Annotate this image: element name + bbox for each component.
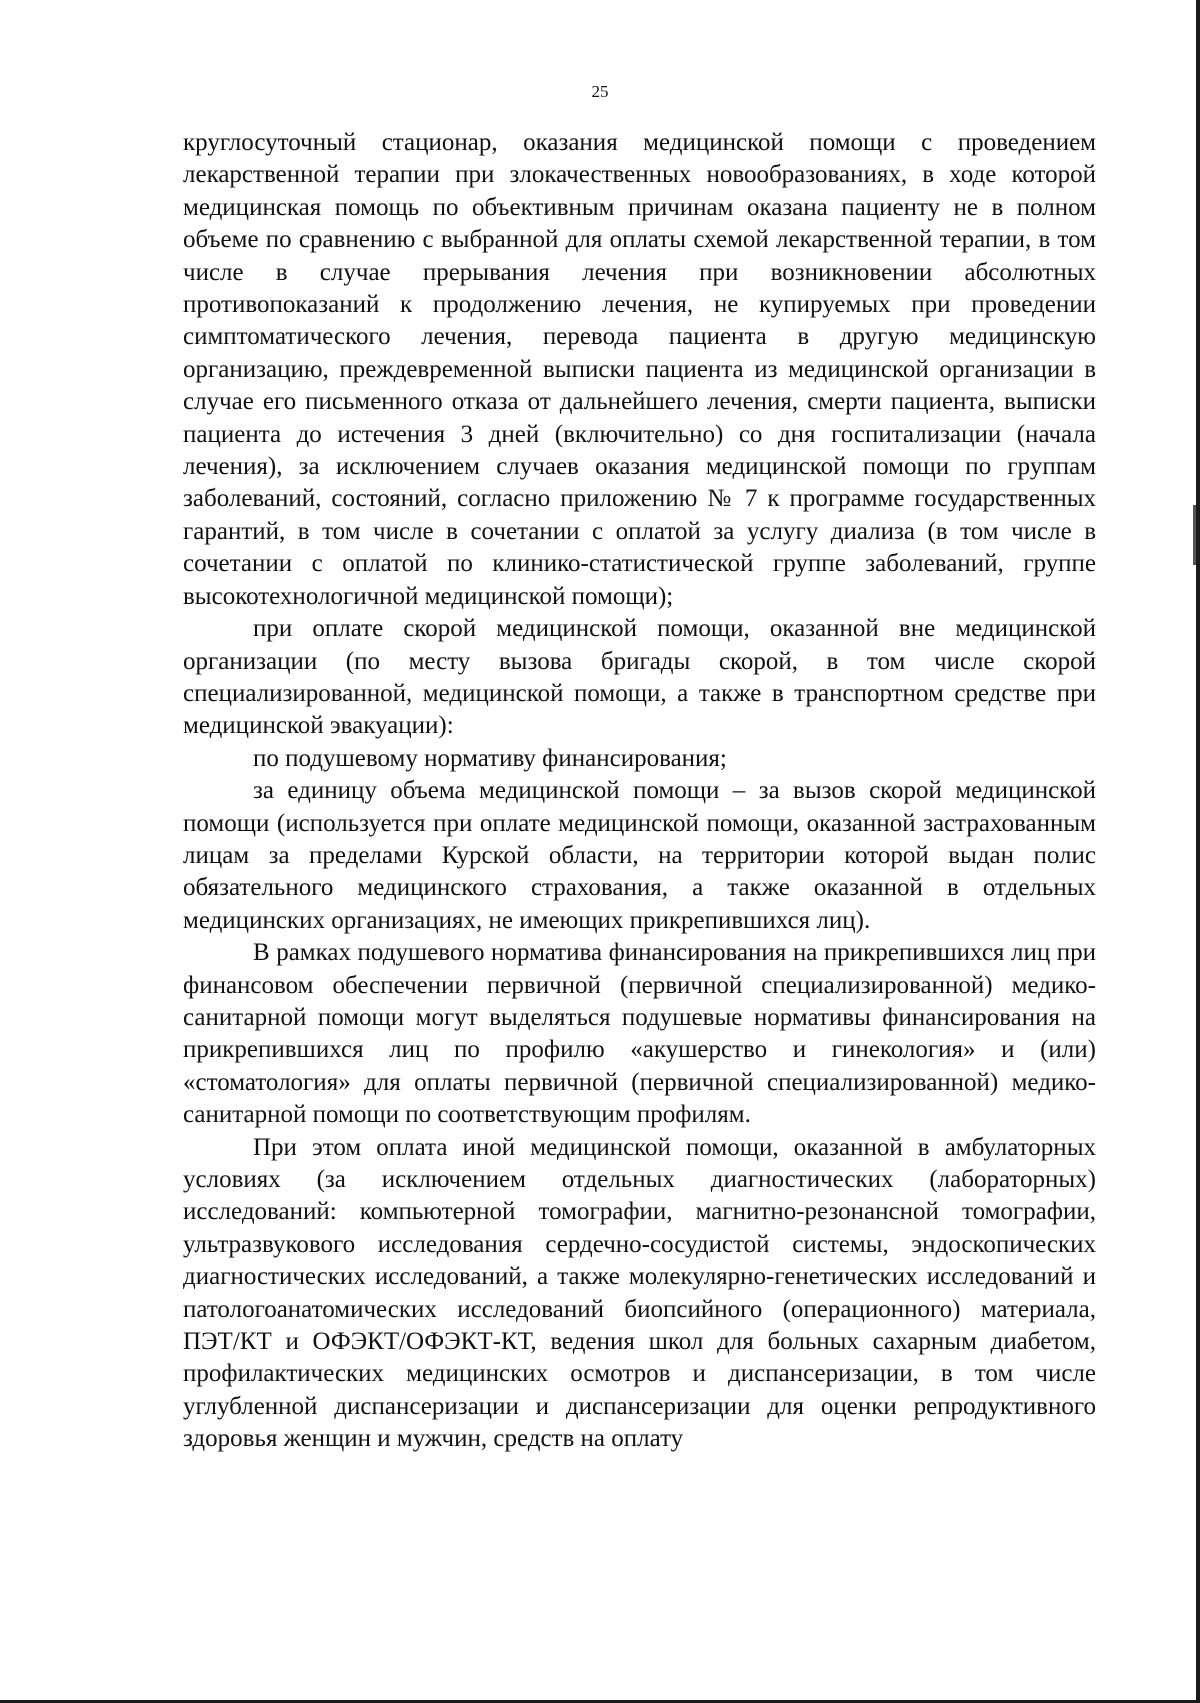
paragraph-per-capita: по подушевому нормативу финансирования; [253, 744, 727, 772]
page-number: 25 [591, 82, 609, 101]
paragraph-continuation: круглосуточный стационар, оказания медицинской помощи с проведением лекарственной терапии при злокачественных новообразованиях, в ходе которой медицинская помощь по объективным причинам оказана пациенту не в полном объеме по сравнению с выбранной для оплаты схемой лекарственной терапии, в том числе в случае прерывания лечения при возникновении абсолютных противопоказаний к продолжению лечения, не купируемых при проведении симптоматического лечения, перевода пациента в другую медицинскую организацию, преждевременной выписки пациента из медицинской организации в случае его письменного отказа от дальнейшего лечения, смерти пациента, выписки пациента до истечения 3 дней (включительно) со дня госпитализации (начала лечения), за исключением случаев оказания медицинской помощи по группам заболеваний, состояний, согласно приложению № 7 к программе государственных гарантий, в том числе в сочетании с оплатой за услугу диализа (в том числе в сочетании с оплатой по клинико-статистической группе заболеваний, группе высокотехнологичной медицинской помощи); [183, 129, 1096, 610]
scan-artifact-mark [1193, 505, 1196, 565]
paragraph-ambulance-payment: при оплате скорой медицинской помощи, оказанной вне медицинской организации (по месту вызова бригады скорой, в том числе скорой специализированной, медицинской помощи, а также в транспортном средстве при медицинской эвакуации): [183, 615, 1096, 740]
paragraph-other-care-payment: При этом оплата иной медицинской помощи, оказанной в амбулаторных условиях (за исключением отдельных диагностических (лабораторных) исследований: компьютерной томографии, магнитно-резонансной томографии, ультразвукового исследования сердечно-сосудистой системы, эндоскопических диагностических исследований, а также молекулярно-генетических исследований и патологоанатомических исследований биопсийного (операционного) материала, ПЭТ/КТ и ОФЭКТ/ОФЭКТ-КТ, ведения школ для больных сахарным диабетом, профилактических медицинских осмотров и диспансеризации, в том числе углубленной диспансеризации и диспансеризации для оценки репродуктивного здоровья женщин и мужчин, средств на оплату [183, 1133, 1096, 1453]
scan-edge-right [1196, 0, 1200, 1703]
paragraph-per-unit: за единицу объема медицинской помощи – за вызов скорой медицинской помощи (используется при оплате медицинской помощи, оказанной застрахованным лицам за пределами Курской области, на территории которой выдан полис обязательного медицинского страхования, а также оказанной в отдельных медицинских организациях, не имеющих прикрепившихся лиц). [183, 777, 1096, 934]
paragraph-per-capita-profiles: В рамках подушевого норматива финансирования на прикрепившихся лиц при финансовом обеспечении первичной (первичной специализированной) медико-санитарной помощи могут выделяться подушевые нормативы финансирования на прикрепившихся лиц по профилю «акушерство и гинекология» и (или) «стоматология» для оплаты первичной (первичной специализированной) медико-санитарной помощи по соответствующим профилям. [183, 939, 1096, 1129]
document-body [183, 127, 1096, 1456]
